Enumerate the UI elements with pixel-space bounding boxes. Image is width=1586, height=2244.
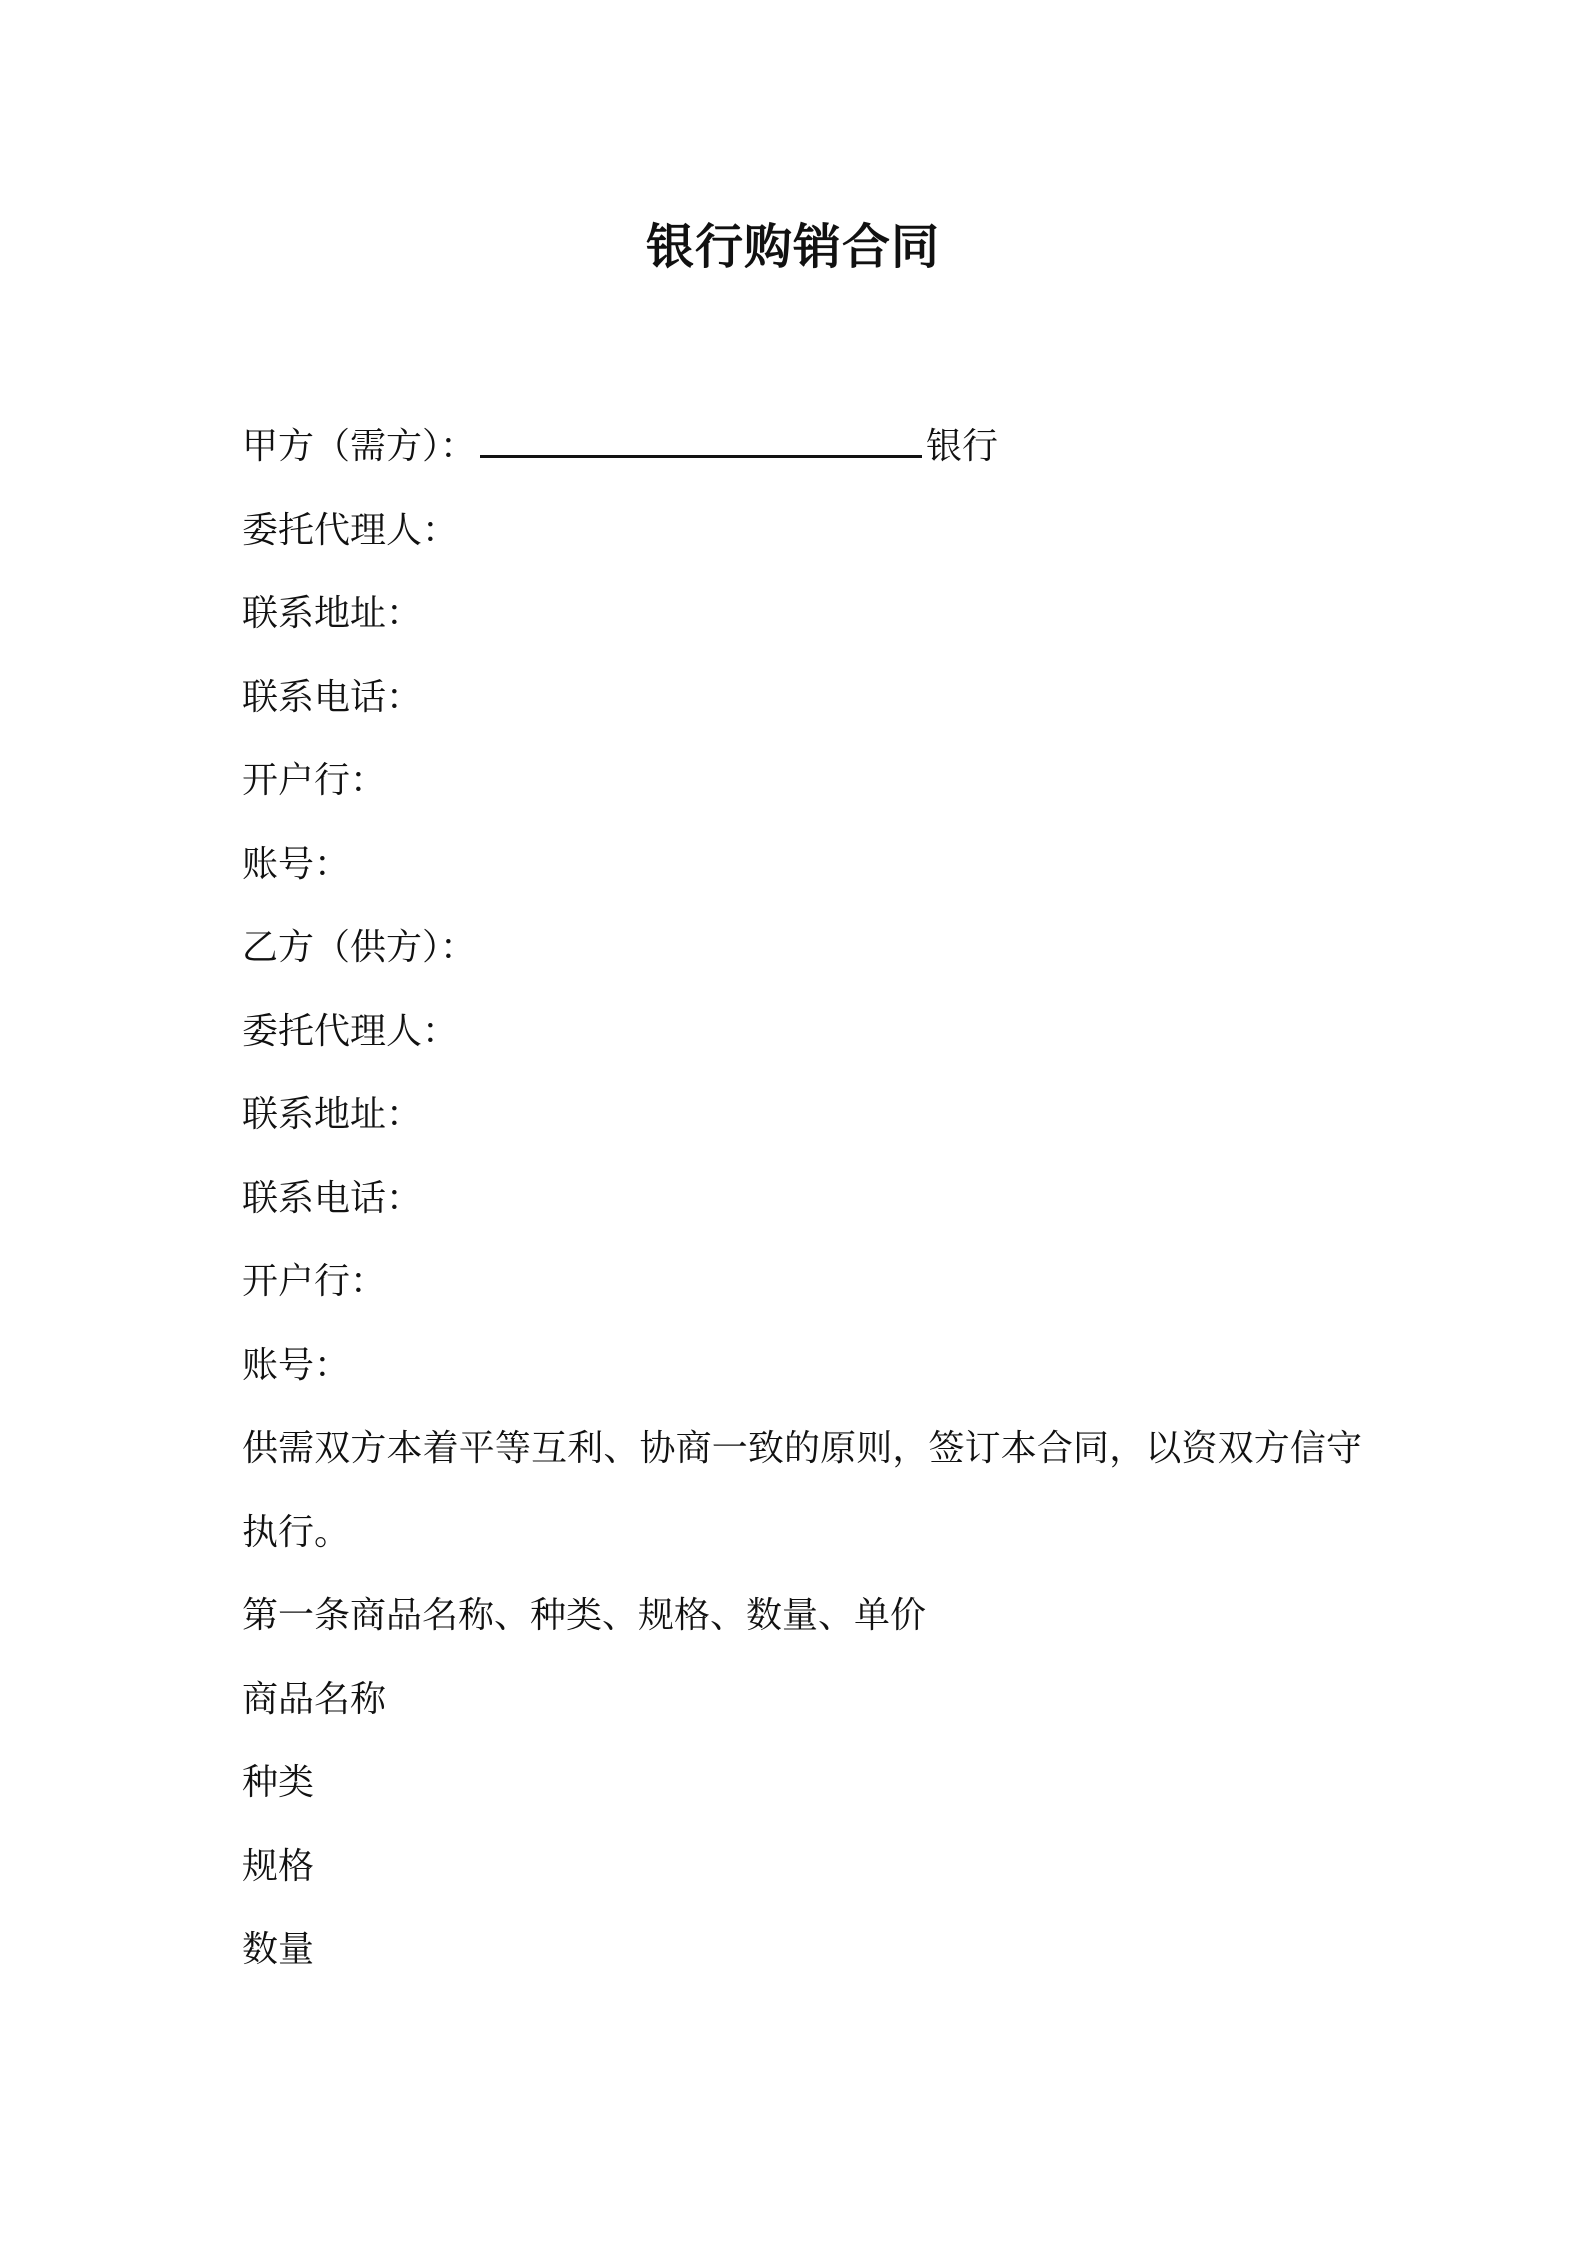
party-a-address: 联系地址： bbox=[242, 593, 423, 634]
party-a-line bbox=[242, 405, 1362, 489]
party-b-label: 乙方（供方）： bbox=[242, 927, 477, 968]
party-b-bank: 开户行： bbox=[242, 1261, 387, 1302]
article-1-field-spec: 规格 bbox=[242, 1845, 315, 1887]
party-b-address: 联系地址： bbox=[242, 1094, 423, 1135]
party-a-agent: 委托代理人： bbox=[242, 509, 459, 551]
document-title: 银行购销合同 bbox=[645, 219, 940, 275]
party-b-phone: 联系电话： bbox=[242, 1177, 423, 1219]
article-1-field-name: 商品名称 bbox=[242, 1678, 387, 1720]
document-body bbox=[242, 405, 1362, 1992]
party-a-phone: 联系电话： bbox=[242, 676, 423, 718]
article-1-heading: 第一条商品名称、种类、规格、数量、单价 bbox=[242, 1595, 927, 1636]
party-b-account: 账号： bbox=[242, 1344, 351, 1386]
article-1-field-quantity: 数量 bbox=[242, 1929, 315, 1970]
party-a-label: 甲方（需方）： bbox=[242, 426, 477, 467]
party-a-name-blank bbox=[480, 425, 922, 458]
preamble-paragraph: 供需双方本着平等互利、协商一致的原则，签订本合同，以资双方信守执行。 bbox=[242, 1428, 1362, 1553]
party-a-account: 账号： bbox=[242, 843, 351, 885]
party-a-suffix: 银行 bbox=[926, 426, 999, 467]
party-b-agent: 委托代理人： bbox=[242, 1010, 459, 1052]
party-a-bank: 开户行： bbox=[242, 760, 387, 801]
article-1-field-type: 种类 bbox=[242, 1762, 315, 1803]
